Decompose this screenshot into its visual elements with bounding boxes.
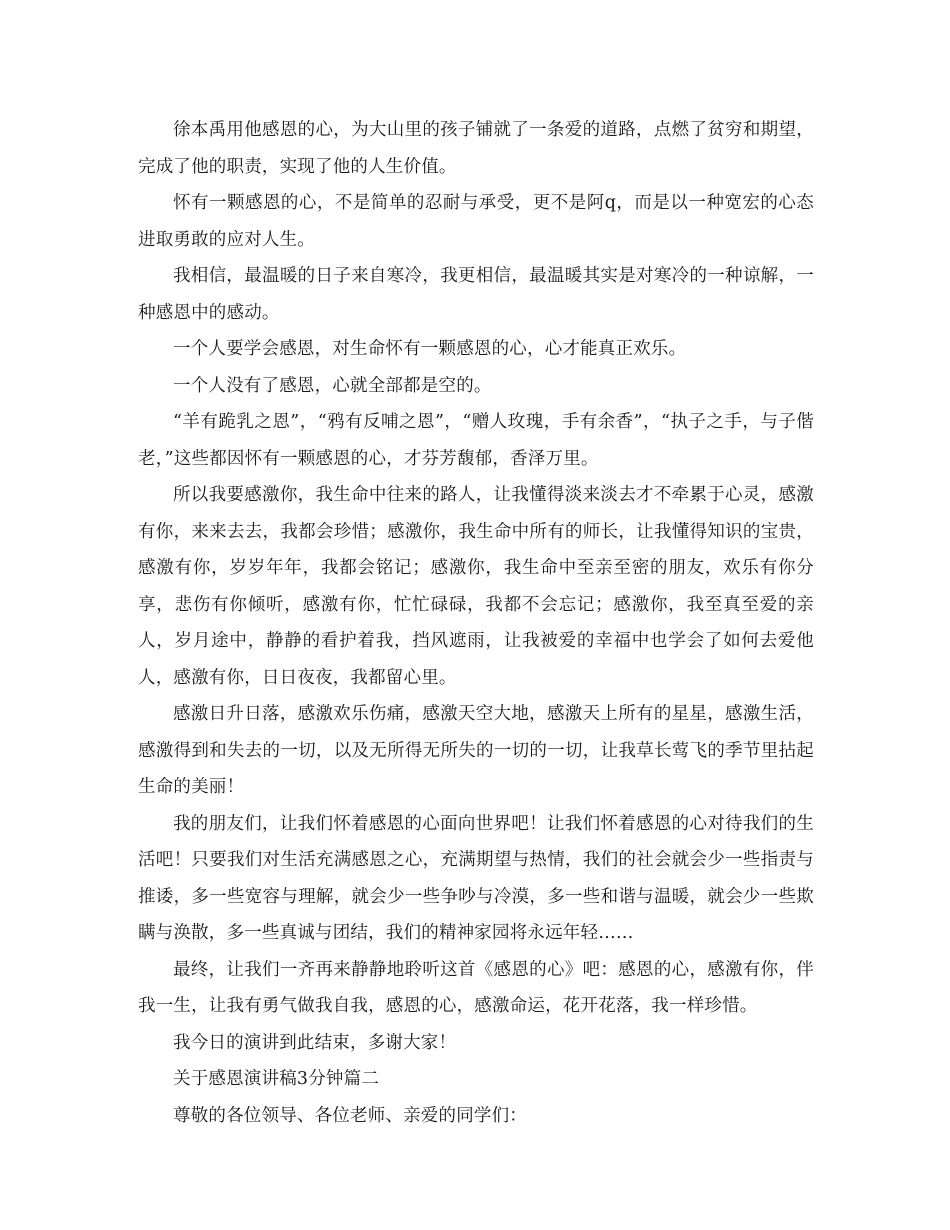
paragraph-6: “羊有跪乳之恩”，“鸦有反哺之恩”，“赠人玫瑰，手有余香”，“执子之手，与子偕老，”这些都因怀有一颗感恩的心，才芬芳馥郁，香泽万里。: [138, 412, 814, 469]
document-body: [138, 112, 814, 1134]
paragraph-5: 一个人没有了感恩，心就全部都是空的。: [173, 375, 492, 396]
paragraph-1: 徐本禹用他感恩的心，为大山里的孩子铺就了一条爱的道路，点燃了贫穷和期望，完成了他的职责，实现了他的人生价值。: [138, 120, 814, 177]
paragraph-10: 最终，让我们一齐再来静静地聆听这首《感恩的心》吧：感恩的心，感激有你，伴我一生，让我有勇气做我自我，感恩的心，感激命运，花开花落，我一样珍惜。: [138, 959, 814, 1016]
paragraph-4: 一个人要学会感恩，对生命怀有一颗感恩的心，心才能真正欢乐。: [173, 339, 687, 359]
salutation: 尊敬的各位领导、各位老师、亲爱的同学们：: [173, 1105, 527, 1126]
section-heading: 关于感恩演讲稿3分钟篇二: [173, 1069, 380, 1089]
paragraph-3: 我相信，最温暖的日子来自寒冷，我更相信，最温暖其实是对寒冷的一种谅解，一种感恩中的感动。: [138, 266, 814, 323]
paragraph-11: 我今日的演讲到此结束，多谢大家！: [173, 1032, 457, 1053]
paragraph-7: 所以我要感激你，我生命中往来的路人，让我懂得淡来淡去才不牵累于心灵，感激有你，来来去去，我都会珍惜；感激你，我生命中所有的师长，让我懂得知识的宝贵，感激有你，岁岁年年，我都会铭记；感激你，我生命中至亲至密的朋友，欢乐有你分享，悲伤有你倾听，感激有你，忙忙碌碌，我都不会忘记；感激你，我至真至爱的亲人，岁月途中，静静的看护着我，挡风遮雨，让我被爱的幸福中也学会了如何去爱他人，感激有你，日日夜夜，我都留心里。: [138, 485, 814, 688]
paragraph-2: 怀有一颗感恩的心，不是简单的忍耐与承受，更不是阿q，而是以一种宽宏的心态进取勇敢的应对人生。: [138, 193, 814, 250]
paragraph-8: 感激日升日落，感激欢乐伤痛，感激天空大地，感激天上所有的星星，感激生活，感激得到和失去的一切，以及无所得无所失的一切的一切，让我草长莺飞的季节里拈起生命的美丽！: [138, 704, 814, 797]
paragraph-9: 我的朋友们，让我们怀着感恩的心面向世界吧！让我们怀着感恩的心对待我们的生活吧！只要我们对生活充满感恩之心，充满期望与热情，我们的社会就会少一些指责与推诿，多一些宽容与理解，就会少一些争吵与冷漠，多一些和谐与温暖，就会少一些欺瞒与涣散，多一些真诚与团结，我们的精神家园将永远年轻……: [138, 813, 814, 943]
